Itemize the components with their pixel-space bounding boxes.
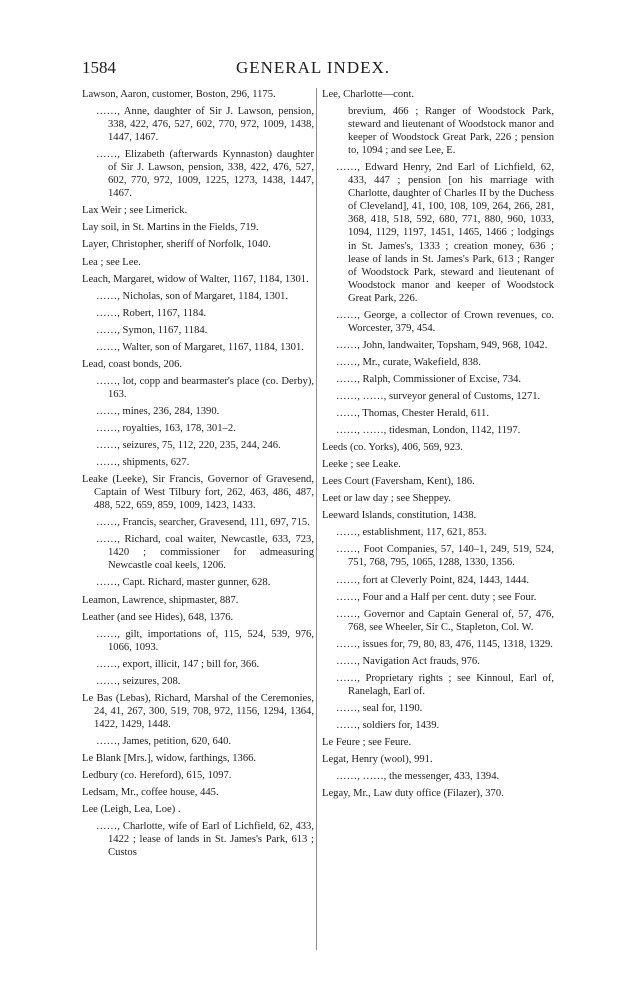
index-entry: Lees Court (Faversham, Kent), 186. (322, 476, 475, 488)
index-entry: brevium, 466 ; Ranger of Woodstock Park, steward and lieutenant of Woodstock manor and keeper of Woodstock Great Park, 226 ; pension to, 1094 ; and see Lee, E. (348, 106, 554, 157)
index-entry: ……, Navigation Act frauds, 976. (336, 655, 480, 667)
index-entry: Leamon, Lawrence, shipmaster, 887. (82, 594, 239, 606)
index-entry: ……, John, landwaiter, Topsham, 949, 968, 1042. (336, 339, 548, 351)
index-entry: Le Feure ; see Feure. (322, 736, 412, 748)
index-entry: ……, ……, tidesman, London, 1142, 1197. (336, 425, 521, 437)
index-entry: ……, Four and a Half per cent. duty ; see Four. (336, 591, 537, 603)
index-entry: ……, Proprietary rights ; see Kinnoul, Earl of, Ranelagh, Earl of. (336, 672, 554, 697)
index-entry: ……, soldiers for, 1439. (336, 719, 440, 731)
index-entry: Legat, Henry (wool), 991. (322, 754, 433, 766)
index-entry: ……, Richard, coal waiter, Newcastle, 633, 723, 1420 ; commissioner for admeasuring Newcastle coal keels, 1206. (96, 534, 314, 572)
index-entry: ……, Edward Henry, 2nd Earl of Lichfield, 62, 433, 447 ; pension [on his marriage with Charlotte, daughter of Charles II by the Duchess of Cleveland], 41, 100, 108, 109, 264, 266, 281, 368, 418, 518, 592, 680, 771, 880, 960, 1033, 1094, 1129, 1197, 1451, 1465, 1466 ; lodgings in St. James's, 1333 ; creation money, 636 ; lease of lands in St. James's Park, 613 ; Ranger of Woodstock Park, steward and lieutenant of Woodstock manor and keeper of Woodstock Great Park, 226. (336, 162, 554, 304)
index-entry: Lay soil, in St. Martins in the Fields, 719. (82, 222, 259, 234)
index-entry: ……, Walter, son of Margaret, 1167, 1184, 1301. (96, 341, 304, 353)
index-entry: Lea ; see Lee. (82, 256, 141, 268)
page-header (82, 58, 544, 80)
index-column-right (322, 88, 554, 804)
index-entry: ……, Symon, 1167, 1184. (96, 324, 208, 336)
index-entry: ……, Nicholas, son of Margaret, 1184, 1301. (96, 290, 289, 302)
index-entry: ……, Elizabeth (afterwards Kynnaston) daughter of Sir J. Lawson, pension, 338, 422, 476, 527, 602, 770, 972, 1009, 1225, 1273, 1438, 1447, 1467. (96, 149, 314, 200)
index-column-left (82, 88, 314, 863)
index-entry: ……, seal for, 1190. (336, 702, 423, 714)
index-entry: ……, Charlotte, wife of Earl of Lichfield, 62, 433, 1422 ; lease of lands in St. James's Park, 613 ; Custos (96, 821, 314, 859)
index-entry: ……, James, petition, 620, 640. (96, 735, 232, 747)
index-entry: Le Blank [Mrs.], widow, farthings, 1366. (82, 752, 257, 764)
index-entry: Ledbury (co. Hereford), 615, 1097. (82, 770, 232, 782)
index-entry: Leeward Islands, constitution, 1438. (322, 510, 477, 522)
index-entry: Lawson, Aaron, customer, Boston, 296, 1175. (82, 89, 276, 100)
index-entry: ……, shipments, 627. (96, 457, 190, 469)
index-entry: ……, ……, surveyor general of Customs, 1271. (336, 390, 541, 402)
index-entry: Ledsam, Mr., coffee house, 445. (82, 787, 219, 799)
index-entry: ……, royalties, 163, 178, 301–2. (96, 422, 236, 434)
index-entry: ……, Mr., curate, Wakefield, 838. (336, 356, 481, 368)
page-number: 1584 (82, 58, 116, 77)
index-entry: ……, Thomas, Chester Herald, 611. (336, 408, 489, 420)
index-entry: ……, George, a collector of Crown revenues, co. Worcester, 379, 454. (336, 309, 554, 334)
index-entry: ……, Robert, 1167, 1184. (96, 307, 207, 319)
index-entry: Leet or law day ; see Sheppey. (322, 493, 452, 505)
index-entry: Le Bas (Lebas), Richard, Marshal of the Ceremonies, 24, 41, 267, 300, 519, 708, 972, 1156, 1294, 1364, 1422, 1429, 1448. (82, 692, 314, 730)
index-entry: ……, export, illicit, 147 ; bill for, 366. (96, 658, 260, 670)
index-entry: Leather (and see Hides), 648, 1376. (82, 611, 234, 623)
index-entry: Lax Weir ; see Limerick. (82, 205, 188, 217)
index-entry: Lead, coast bonds, 206. (82, 358, 183, 370)
index-entry: ……, issues for, 79, 80, 83, 476, 1145, 1318, 1329. (336, 638, 553, 650)
index-entry: ……, Governor and Captain General of, 57, 476, 768, see Wheeler, Sir C., Stapleton, Col. W. (336, 608, 554, 633)
index-entry: ……, Ralph, Commissioner of Excise, 734. (336, 373, 522, 385)
index-entry: ……, establishment, 117, 621, 853. (336, 527, 487, 539)
index-entry: Leeke ; see Leake. (322, 459, 401, 471)
index-entry: ……, seizures, 75, 112, 220, 235, 244, 246. (96, 440, 281, 452)
index-entry: ……, Francis, searcher, Gravesend, 111, 697, 715. (96, 517, 310, 529)
index-entry: ……, lot, copp and bearmaster's place (co. Derby), 163. (96, 375, 314, 400)
index-entry: ……, ……, the messenger, 433, 1394. (336, 771, 500, 783)
index-entry: Lee (Leigh, Lea, Loe) . (82, 804, 181, 816)
index-entry: Leach, Margaret, widow of Walter, 1167, 1184, 1301. (82, 273, 309, 285)
page-title: GENERAL INDEX. (235, 58, 391, 77)
index-entry: Leeds (co. Yorks), 406, 569, 923. (322, 442, 463, 454)
index-entry: ……, Capt. Richard, master gunner, 628. (96, 577, 271, 589)
column-divider (316, 88, 317, 950)
index-entry: Leake (Leeke), Sir Francis, Governor of Gravesend, Captain of West Tilbury fort, 262, 463, 486, 487, 488, 522, 659, 859, 1009, 1423, 1433. (82, 474, 314, 512)
index-entry: ……, seizures, 208. (96, 675, 181, 687)
index-entry: Legay, Mr., Law duty office (Filazer), 370. (322, 788, 504, 800)
index-entry: ……, gilt, importations of, 115, 524, 539, 976, 1066, 1093. (96, 628, 314, 653)
index-entry: Lee, Charlotte—cont. (322, 89, 415, 100)
index-entry: ……, Foot Companies, 57, 140–1, 249, 519, 524, 751, 768, 795, 1065, 1288, 1330, 1356. (336, 544, 554, 569)
index-entry: ……, fort at Cleverly Point, 824, 1443, 1444. (336, 574, 530, 586)
index-entry: Layer, Christopher, sheriff of Norfolk, 1040. (82, 239, 271, 251)
index-entry: ……, Anne, daughter of Sir J. Lawson, pension, 338, 422, 476, 527, 602, 770, 972, 1009, 1438, 1447, 1467. (96, 106, 314, 144)
index-entry: ……, mines, 236, 284, 1390. (96, 405, 220, 417)
